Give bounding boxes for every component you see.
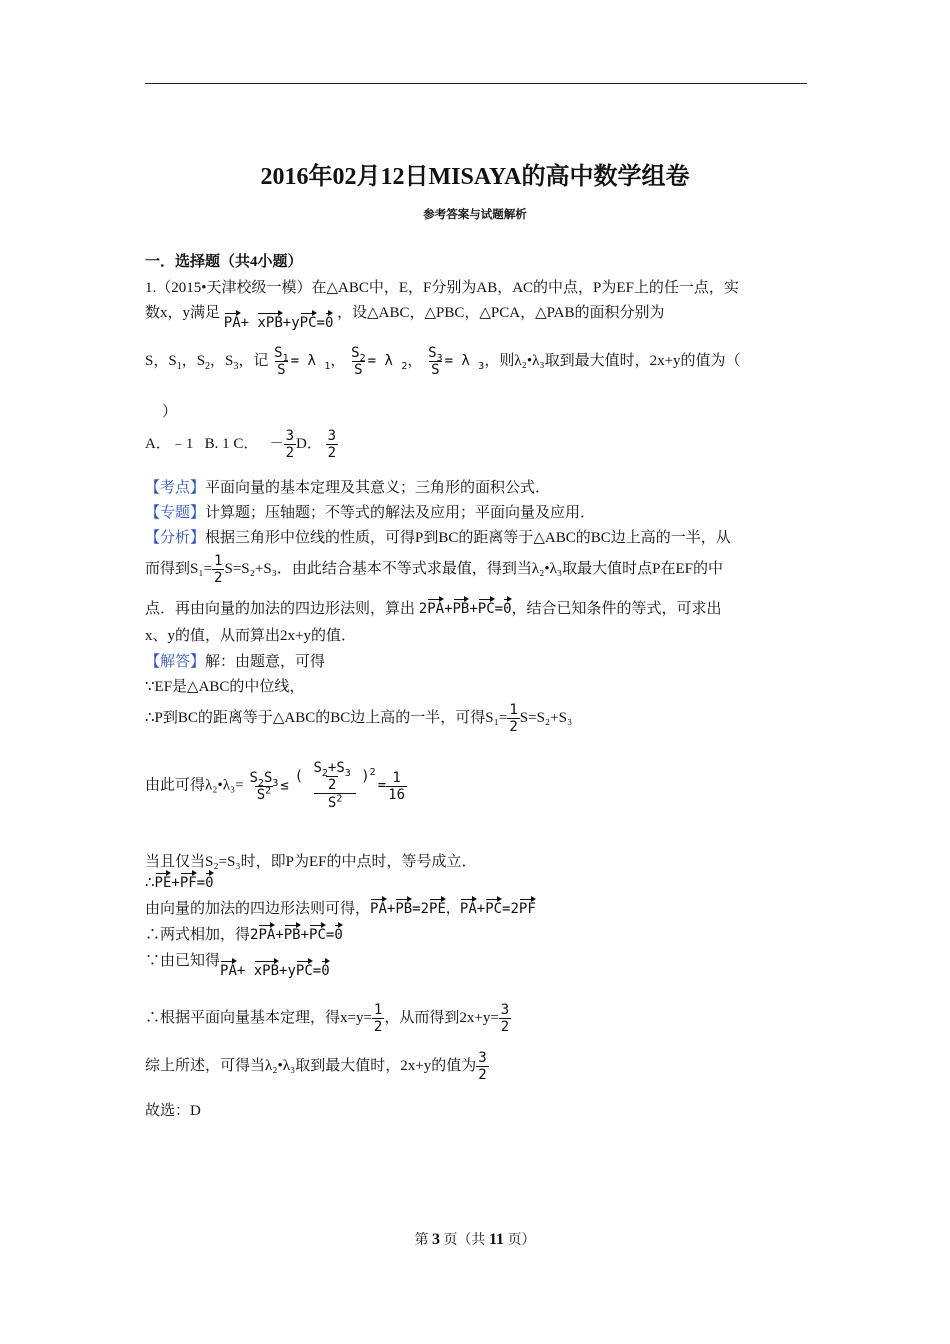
jieda-line bbox=[145, 650, 325, 671]
fenxi-text: S=S₂+S₃．由此结合基本不等式求最值，得到当λ₂•λ₃取最大值时点P在EF的中 bbox=[224, 560, 723, 577]
vector-midpoint-equation: PE+PF=0 bbox=[155, 875, 214, 891]
zhuanti-text: 计算题；压轴题；不等式的解法及应用；平面向量及应用． bbox=[205, 505, 596, 521]
solution-step-7 bbox=[145, 923, 343, 944]
solution-step-3: 由此可得λ₂•λ₃= $\frac{S_2S_3}{S^2}$ ≤ ( $\frac{S_2+S_3}{2}$ )$^2$ $S^2$ = $\frac{1}{16}$ bbox=[145, 760, 405, 811]
kaodian-text: 平面向量的基本定理及其意义；三角形的面积公式． bbox=[205, 480, 551, 496]
fenxi-tag: 【分析】 bbox=[145, 530, 206, 546]
solution-step-10 bbox=[145, 1050, 489, 1083]
option-d: D． bbox=[296, 435, 322, 452]
question-line-3: S，$S_1$，$S_2$，$S_3$，记 $\frac{S_1}{S}$ = λ $_1$， $\frac{S_2}{S}$ = λ $_2$， $\frac{S_3}{S}$ = λ $_3$，则λ₂•λ₃取到最大值时，2x+y的值为（ bbox=[145, 345, 741, 378]
solution-text: ∴根据平面向量基本定理，得x=y= bbox=[145, 1009, 372, 1026]
footer-text: 第 bbox=[414, 1233, 429, 1248]
zhuanti-line bbox=[145, 501, 595, 522]
jieda-tag: 【解答】 bbox=[145, 654, 206, 670]
solution-step-9 bbox=[145, 1002, 511, 1035]
total-pages: 11 bbox=[488, 1231, 505, 1248]
fenxi-line-1 bbox=[145, 526, 731, 547]
solution-step-5 bbox=[145, 871, 214, 892]
vector-equation: PA+ xPB+yPC=0 bbox=[224, 315, 334, 331]
fraction-1-2: $\frac{1}{2}$ bbox=[214, 553, 223, 586]
fenxi-line-2 bbox=[145, 553, 723, 586]
final-answer: 故选：D bbox=[145, 1103, 201, 1119]
question-text: ，S bbox=[181, 352, 206, 369]
fraction-s3-s: $\frac{S_3}{S}$ bbox=[428, 345, 443, 378]
jieda-text: 解：由题意，可得 bbox=[205, 654, 326, 670]
page-title: 2016年02月12日MISAYA的高中数学组卷 bbox=[260, 164, 690, 190]
section-heading: 一．选择题（共4小题） bbox=[145, 254, 303, 270]
kaodian-line bbox=[145, 476, 550, 497]
solution-text: ∴两式相加，得 bbox=[145, 927, 251, 943]
option-b-c: B. 1 C． bbox=[204, 435, 259, 452]
fenxi-line-3 bbox=[145, 597, 722, 618]
solution-text: ，从而得到2x+y= bbox=[384, 1009, 499, 1026]
vector-equation: PA+ xPB+yPC=0 bbox=[220, 963, 330, 979]
question-line-4: ） bbox=[162, 404, 178, 420]
solution-text: 综上所述，可得当λ₂•λ₃取到最大值时，2x+y的值为 bbox=[145, 1057, 477, 1074]
answer-options: A．﹣1 B. 1 C． － $\frac{3}{2}$ D． $\frac{3}{2}$ bbox=[145, 428, 337, 461]
question-line-2 bbox=[145, 301, 665, 331]
fraction-s2-s: $\frac{S_2}{S}$ bbox=[351, 345, 366, 378]
fraction-neg-3-2: $\frac{3}{2}$ bbox=[285, 428, 295, 461]
page-number: 3 bbox=[431, 1231, 440, 1248]
vector-parallelogram-equations: PA+PB=2PE，PA+PC=2PF bbox=[370, 901, 536, 917]
fraction-1-16: $\frac{1}{16}$ bbox=[388, 769, 405, 803]
footer-text: 页） bbox=[507, 1233, 536, 1248]
option-a: A．﹣1 bbox=[145, 435, 194, 452]
fraction-3-2: $\frac{3}{2}$ bbox=[500, 1002, 510, 1035]
fraction-3-2: $\frac{3}{2}$ bbox=[478, 1050, 487, 1083]
solution-text: ∴ bbox=[145, 875, 155, 891]
kaodian-tag: 【考点】 bbox=[145, 480, 206, 496]
question-text: ，记 bbox=[238, 352, 269, 369]
question-text: ，设△ABC，△PBC，△PCA，△PAB的面积分别为 bbox=[337, 305, 665, 321]
page-footer bbox=[0, 1229, 950, 1249]
question-text: 数x，y满足 bbox=[145, 305, 221, 321]
fraction-squared-mean: ( $\frac{S_2+S_3}{2}$ )$^2$ $S^2$ bbox=[294, 760, 376, 811]
fraction-1-2: $\frac{1}{2}$ bbox=[509, 702, 518, 735]
fraction-1-2: $\frac{1}{2}$ bbox=[373, 1002, 383, 1035]
solution-step-4: 当且仅当S₂=S₃时，即P为EF的中点时，等号成立． bbox=[145, 854, 477, 870]
top-rule bbox=[145, 83, 807, 84]
fenxi-text: 而得到S₁= bbox=[145, 560, 213, 577]
question-line-1: 1.（2015•天津校级一模）在△ABC中，E，F分别为AB，AC的中点，P为EF上的任一点，实 bbox=[145, 280, 739, 296]
solution-step-2 bbox=[145, 702, 572, 735]
question-text: S，S bbox=[145, 352, 177, 369]
question-text: ，则λ₂•λ₃取到最大值时，2x+y的值为（ bbox=[484, 352, 741, 369]
solution-step-1: ∵EF是△ABC的中位线， bbox=[145, 679, 305, 695]
fraction-3-2: $\frac{3}{2}$ bbox=[327, 428, 337, 461]
solution-text: 由向量的加法的四边形法则可得， bbox=[145, 901, 371, 917]
fenxi-text: 根据三角形中位线的性质，可得P到BC的距离等于△ABC的BC边上高的一半，从 bbox=[205, 530, 731, 546]
solution-text: ∵由已知得 bbox=[145, 953, 221, 969]
solution-text: ∴P到BC的距离等于△ABC的BC边上高的一半，可得S₁= bbox=[145, 709, 508, 726]
footer-text: 页（共 bbox=[443, 1233, 486, 1248]
page-subtitle: 参考答案与试题解析 bbox=[423, 207, 527, 221]
question-text: ，S bbox=[210, 352, 234, 369]
fraction-s1-s: $\frac{S_1}{S}$ bbox=[274, 345, 289, 378]
fraction-s2s3-s2: $\frac{S_2S_3}{S^2}$ bbox=[249, 769, 279, 803]
vector-sum-expression: 2PA+PB+PC=0 bbox=[250, 927, 343, 943]
solution-step-8 bbox=[145, 949, 330, 979]
zhuanti-tag: 【专题】 bbox=[145, 505, 206, 521]
fenxi-line-4: x、y的值，从而算出2x+y的值． bbox=[145, 628, 356, 644]
fenxi-text: 点．再由向量的加法的四边形法则，算出 bbox=[145, 601, 416, 617]
solution-step-6 bbox=[145, 897, 536, 918]
fenxi-text: ，结合已知条件的等式，可求出 bbox=[511, 601, 722, 617]
vector-sum-expression: 2PA+PB+PC=0 bbox=[419, 601, 512, 617]
solution-text: S=S₂+S₃ bbox=[519, 709, 573, 726]
solution-text: 由此可得λ₂•λ₃= bbox=[145, 777, 244, 794]
